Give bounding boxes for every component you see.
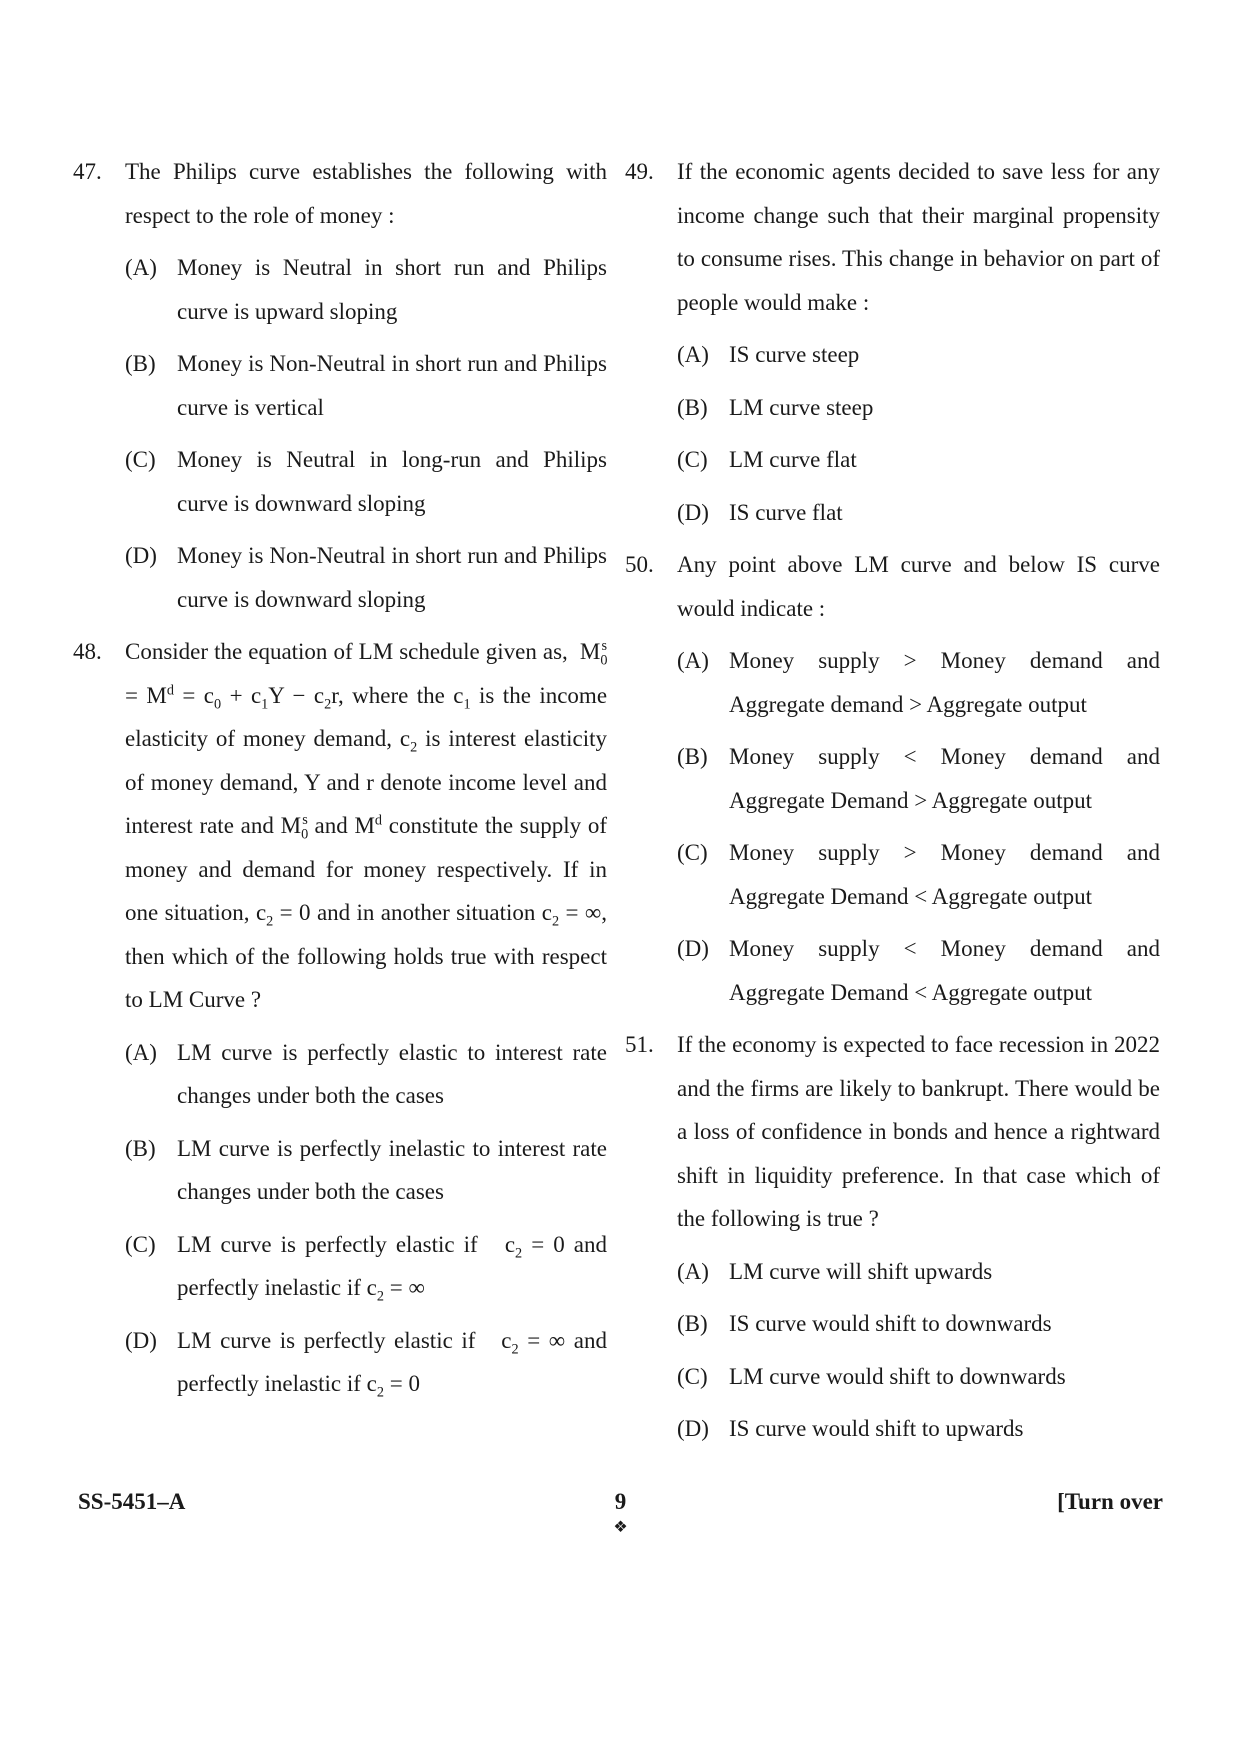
option-text-part: LM curve is perfectly elastic if <box>177 1231 478 1257</box>
question-text-part: , where the c <box>337 682 464 708</box>
option-label: (D) <box>125 1327 157 1353</box>
option-text-part: and perfectly inelastic if <box>177 1327 608 1396</box>
option-label: (A) <box>677 342 709 367</box>
option-a <box>677 639 1160 726</box>
option-a <box>677 333 1160 377</box>
options-list <box>125 1031 607 1406</box>
option-label: (C) <box>125 1231 156 1257</box>
option-text: IS curve steep <box>729 342 860 367</box>
option-label: (D) <box>677 1416 709 1441</box>
left-column <box>73 150 607 1415</box>
option-label: (C) <box>125 447 156 472</box>
option-label: (A) <box>677 1258 709 1284</box>
option-text: LM curve is perfectly inelastic to interest rate changes under both the cases <box>177 1135 607 1204</box>
condition-c2-infinity: $c_2$ = ∞ <box>501 1327 566 1358</box>
option-text: LM curve would shift to downwards <box>729 1363 1066 1389</box>
question-text: If the economic agents decided to save less for any income change such that their marginal propensity to consume rises. This change in behavior on part of people would make : <box>677 159 1160 315</box>
option-b <box>125 1127 607 1214</box>
option-a <box>125 1031 607 1118</box>
option-text: Money supply > Money demand and Aggregate demand > Aggregate output <box>729 648 1160 717</box>
option-text: Money supply > Money demand and Aggregate Demand < Aggregate output <box>729 840 1160 909</box>
option-label: (D) <box>677 499 709 525</box>
option-text: IS curve flat <box>729 499 843 525</box>
question-47 <box>73 150 607 621</box>
option-label: (A) <box>677 648 709 673</box>
option-c <box>677 831 1160 918</box>
option-d <box>125 534 607 621</box>
option-b <box>677 1302 1160 1346</box>
paper-code: SS-5451–A <box>78 1489 186 1514</box>
question-text: Any point above LM curve and below IS curve would indicate : <box>677 552 1160 621</box>
money-demand-symbol: $M^d$ <box>354 812 383 838</box>
option-text: IS curve would shift to downwards <box>729 1311 1052 1336</box>
question-number: 49. <box>625 159 654 184</box>
option-label: (C) <box>677 447 708 472</box>
option-text: LM curve will shift upwards <box>729 1258 993 1284</box>
question-text-part: is the income elasticity of money demand, c <box>125 682 608 751</box>
option-text-part: and perfectly inelastic if <box>177 1231 607 1300</box>
option-label: (B) <box>677 394 708 420</box>
option-c <box>125 1223 607 1310</box>
condition-c2-infinity: $c_2$ = ∞ <box>541 900 602 930</box>
option-label: (C) <box>677 1363 708 1389</box>
question-number: 47. <box>73 159 102 184</box>
option-label: (D) <box>677 936 709 961</box>
lm-equation: $M_0^s = M^d = c_0 + c_1Y - c_2r$ <box>125 638 608 713</box>
option-text: LM curve is perfectly elastic to interest rate changes under both the cases <box>177 1039 607 1108</box>
option-label: (B) <box>125 351 156 376</box>
option-text-part: LM curve is perfectly elastic if <box>177 1327 476 1353</box>
question-text-part: and <box>314 813 348 838</box>
question-49 <box>625 150 1160 534</box>
question-number: 51. <box>625 1032 654 1057</box>
ornament-icon: ❖ <box>613 1519 628 1536</box>
option-text: Money is Neutral in long-run and Philips curve is downward sloping <box>177 447 607 516</box>
option-text: Money supply < Money demand and Aggregate Demand < Aggregate output <box>729 936 1160 1005</box>
condition-c2-zero: $c_2 = 0$ <box>255 900 311 930</box>
option-d <box>125 1319 607 1406</box>
option-c <box>125 438 607 525</box>
condition-c2-zero: $c_2 = 0$ <box>504 1231 565 1262</box>
money-supply-symbol: $M_0^s$ <box>280 812 309 843</box>
option-d <box>677 1407 1160 1451</box>
option-b <box>125 342 607 429</box>
options-list <box>677 333 1160 534</box>
question-number: 50. <box>625 552 654 577</box>
question-51 <box>625 1023 1160 1451</box>
question-text-part: and in another situation <box>316 900 536 925</box>
option-d <box>677 927 1160 1014</box>
condition-c2-zero: $c_2 = 0$ <box>366 1371 420 1401</box>
option-b <box>677 735 1160 822</box>
question-text-part: is interest elasticity of money demand, Y and r denote income level and interest rate and <box>125 726 607 838</box>
question-50 <box>625 543 1160 1014</box>
options-list <box>677 1250 1160 1451</box>
option-c <box>677 1355 1160 1399</box>
option-text: LM curve flat <box>729 447 857 472</box>
option-b <box>677 386 1160 430</box>
option-label: (D) <box>125 543 157 568</box>
option-d <box>677 491 1160 535</box>
option-a <box>677 1250 1160 1294</box>
option-text: Money supply < Money demand and Aggregate Demand > Aggregate output <box>729 744 1160 813</box>
option-a <box>125 246 607 333</box>
option-text: Money is Non-Neutral in short run and Philips curve is downward sloping <box>177 543 607 612</box>
question-48 <box>73 630 607 1406</box>
question-text: Consider the equation of LM schedule given as, $M_0^s = M^d = c_0 + c_1Y - c_2r$, where the $c_1$ is the income elasticity of money demand, $c_2$ is interest elasticity of money demand, Y and r denote income level and interest rate and $M_0^s$ and $M^d$ constitute the supply of money and demand for money respectively. If in one situation, $c_2 = 0$ and in another situation $c_2$ = ∞, then which of the following holds true with respect to LM Curve ? <box>125 638 608 1012</box>
option-label: (C) <box>677 840 708 865</box>
option-text: Money is Neutral in short run and Philips curve is upward sloping <box>177 255 607 324</box>
options-list <box>677 639 1160 1014</box>
page-number: 9 <box>614 1489 627 1514</box>
question-number: 48. <box>73 639 102 664</box>
option-text <box>177 1223 607 1310</box>
option-label: (A) <box>125 1039 157 1065</box>
condition-c2-infinity: $c_2$ = ∞ <box>366 1275 425 1305</box>
question-text-part: , then which of the following holds true with respect to LM Curve ? <box>125 900 607 1012</box>
option-text <box>177 1319 607 1406</box>
options-list <box>125 246 607 621</box>
option-label: (A) <box>125 255 157 280</box>
question-text: If the economy is expected to face recession in 2022 and the firms are likely to bankrupt. There would be a loss of confidence in bonds and hence a rightward shift in liquidity preference. In that case which of the following is true ? <box>677 1032 1160 1231</box>
option-text: Money is Non-Neutral in short run and Philips curve is vertical <box>177 351 607 420</box>
turn-over-label: [Turn over <box>1057 1489 1163 1514</box>
question-text-part: Consider the equation of LM schedule given as, <box>125 639 568 664</box>
question-text-part: constitute the supply of money and demand for money respectively. If in one situation, <box>125 813 608 925</box>
option-text: IS curve would shift to upwards <box>729 1416 1024 1441</box>
option-c <box>677 438 1160 482</box>
option-label: (B) <box>125 1135 156 1161</box>
right-column <box>625 150 1160 1460</box>
question-text: The Philips curve establishes the following with respect to the role of money : <box>125 159 607 228</box>
option-label: (B) <box>677 1311 708 1336</box>
option-label: (B) <box>677 744 708 769</box>
option-text: LM curve steep <box>729 394 874 420</box>
